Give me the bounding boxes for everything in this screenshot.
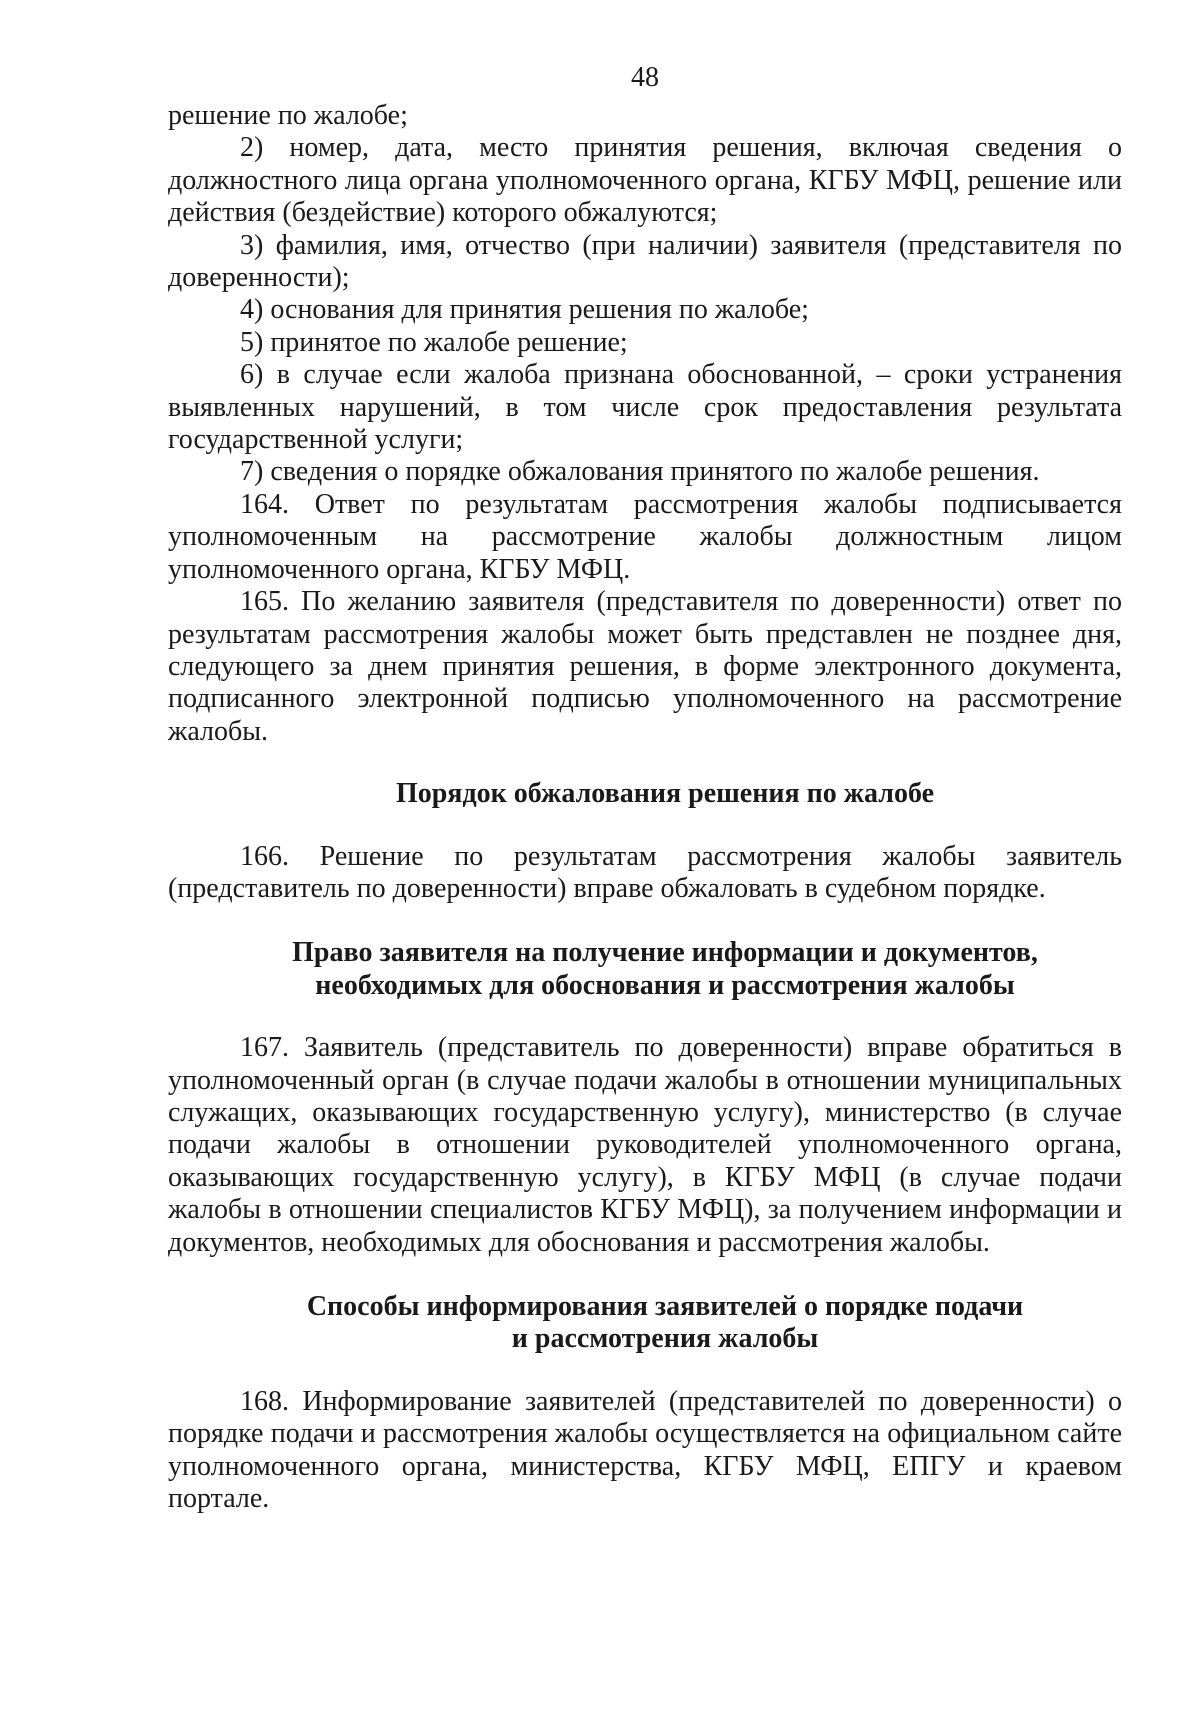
clause-165: 165. По желанию заявителя (представителя по доверенности) ответ по результатам рассмотрения жалобы может быть представлен не позднее дня, следующего за днем принятия решения, в форме электронного документа, подписанного электронной подписью уполномоченного на рассмотрение жалобы. xyxy=(168,586,1122,747)
section-heading-appeal: Порядок обжалования решения по жалобе xyxy=(395,778,935,810)
spacer xyxy=(168,811,1122,841)
section-heading-right-line2: необходимых для обоснования и рассмотрения жалобы xyxy=(315,969,1015,1001)
spacer xyxy=(168,748,1122,778)
list-item-3: 3) фамилия, имя, отчество (при наличии) заявителя (представителя по доверенности); xyxy=(168,229,1122,294)
list-item-4: 4) основания для принятия решения по жалобе; xyxy=(240,294,809,326)
paragraph-continuation: решение по жалобе; xyxy=(168,100,408,131)
section-heading-informing-line1: Способы информирования заявителей о порядке подачи xyxy=(306,1291,1024,1322)
spacer xyxy=(168,1259,1122,1291)
clause-164: 164. Ответ по результатам рассмотрения жалобы подписывается уполномоченным на рассмотрение жалобы должностным лицом уполномоченного органа, КГБУ МФЦ. xyxy=(168,488,1122,585)
section-heading-informing-line2: и рассмотрения жалобы xyxy=(511,1323,819,1355)
list-item-6: 6) в случае если жалоба признана обоснованной, – сроки устранения выявленных нарушений, в том числе срок предоставления результата государственной услуги; xyxy=(168,359,1122,456)
list-item-5: 5) принятое по жалобе решение; xyxy=(240,326,628,358)
spacer xyxy=(168,1002,1122,1032)
clause-167: 167. Заявитель (представитель по доверенности) вправе обратиться в уполномоченный орган (в случае подачи жалобы в отношении муниципальных служащих, оказывающих государственную услугу), министерство (в случае подачи жалобы в отношении руководителей уполномоченного органа, оказывающих государственную услугу), в КГБУ МФЦ (в случае подачи жалобы в отношении специалистов КГБУ МФЦ), за получением информации и документов, необходимых для обоснования и рассмотрения жалобы. xyxy=(168,1032,1122,1258)
spacer xyxy=(168,1356,1122,1386)
list-item-7: 7) сведения о порядке обжалования принятого по жалобе решения. xyxy=(240,456,1040,488)
document-body xyxy=(168,100,1122,1515)
page-number: 48 xyxy=(631,62,659,93)
clause-166: 166. Решение по результатам рассмотрения жалобы заявитель (представитель по доверенности) вправе обжаловать в судебном порядке. xyxy=(168,840,1122,904)
clause-168: 168. Информирование заявителей (представителей по доверенности) о порядке подачи и рассмотрения жалобы осуществляется на официальном сайте уполномоченного органа, министерства, КГБУ МФЦ, ЕПГУ и краевом портале. xyxy=(168,1385,1122,1515)
spacer xyxy=(168,905,1122,937)
section-heading-right-line1: Право заявителя на получение информации и документов, xyxy=(292,937,1038,969)
list-item-2: 2) номер, дата, место принятия решения, включая сведения о должностного лица органа уполномоченного органа, КГБУ МФЦ, решение или действия (бездействие) которого обжалуются; xyxy=(168,132,1122,229)
